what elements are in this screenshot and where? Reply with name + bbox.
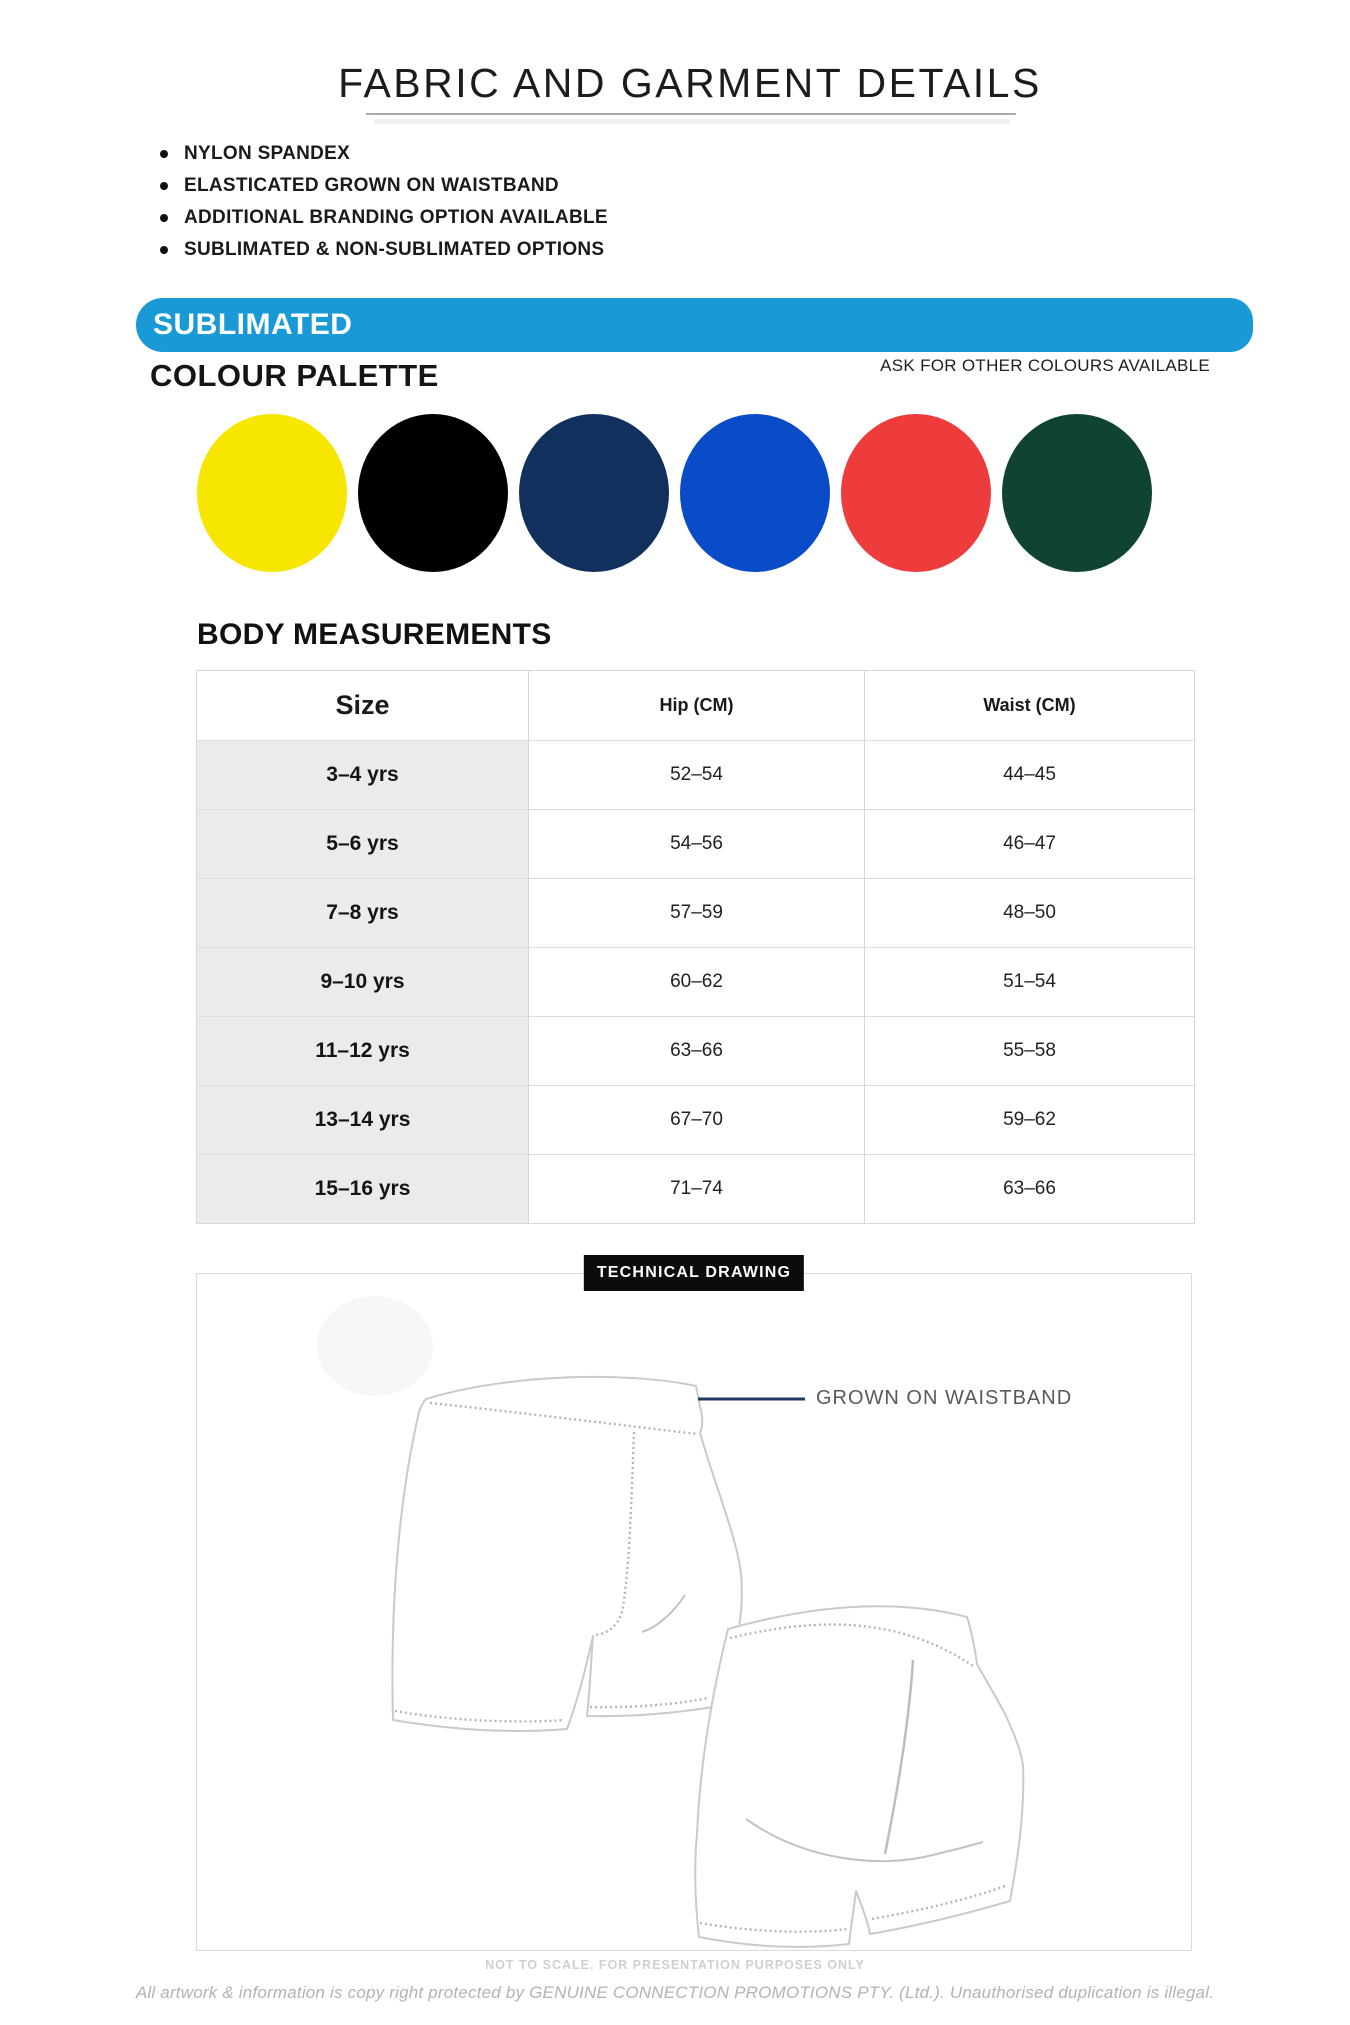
table-cell-size: 5–6 yrs — [197, 809, 529, 878]
technical-drawing-badge: TECHNICAL DRAWING — [584, 1255, 804, 1291]
table-cell-hip: 60–62 — [529, 947, 865, 1016]
table-cell-size: 3–4 yrs — [197, 740, 529, 809]
palette-note: ASK FOR OTHER COLOURS AVAILABLE — [880, 356, 1210, 375]
color-swatch — [841, 414, 991, 572]
bullet-icon — [160, 150, 168, 158]
technical-drawing-panel — [196, 1264, 1192, 1951]
color-swatch — [680, 414, 830, 572]
color-swatch — [197, 414, 347, 572]
table-cell-hip: 71–74 — [529, 1154, 865, 1223]
footer-disclaimer: NOT TO SCALE. FOR PRESENTATION PURPOSES ONLY — [485, 1958, 865, 1972]
table-cell-waist: 48–50 — [865, 878, 1194, 947]
feature-text: ADDITIONAL BRANDING OPTION AVAILABLE — [184, 207, 608, 228]
table-cell-size: 13–14 yrs — [197, 1085, 529, 1154]
column-header-size: Size — [197, 671, 529, 740]
color-swatch — [1002, 414, 1152, 572]
table-cell-waist: 51–54 — [865, 947, 1194, 1016]
column-header-waist: Waist (CM) — [865, 671, 1194, 740]
table-cell-size: 9–10 yrs — [197, 947, 529, 1016]
table-cell-waist: 44–45 — [865, 740, 1194, 809]
color-swatch — [358, 414, 508, 572]
table-cell-hip: 67–70 — [529, 1085, 865, 1154]
table-cell-waist: 46–47 — [865, 809, 1194, 878]
sublimated-banner — [136, 298, 1253, 352]
bullet-icon — [160, 182, 168, 190]
palette-heading: COLOUR PALETTE — [150, 358, 439, 393]
feature-text: NYLON SPANDEX — [184, 143, 351, 164]
feature-list — [160, 138, 608, 266]
waistband-callout-label: GROWN ON WAISTBAND — [816, 1387, 1073, 1409]
title-underline-shadow — [374, 119, 1010, 124]
column-header-hip: Hip (CM) — [529, 671, 865, 740]
color-swatch — [519, 414, 669, 572]
shorts-technical-drawing — [197, 1274, 1191, 1950]
feature-item — [160, 234, 608, 266]
feature-item — [160, 138, 608, 170]
bullet-icon — [160, 214, 168, 222]
feature-text: ELASTICATED GROWN ON WAISTBAND — [184, 175, 559, 196]
footer-copyright: All artwork & information is copy right protected by GENUINE CONNECTION PROMOTIONS PTY. (Ltd.). Unauthorised duplication is illegal. — [135, 1983, 1215, 2002]
table-cell-hip: 52–54 — [529, 740, 865, 809]
table-cell-size: 15–16 yrs — [197, 1154, 529, 1223]
table-cell-size: 7–8 yrs — [197, 878, 529, 947]
feature-item — [160, 202, 608, 234]
feature-text: SUBLIMATED & NON-SUBLIMATED OPTIONS — [184, 239, 605, 260]
feature-item — [160, 170, 608, 202]
table-cell-waist: 63–66 — [865, 1154, 1194, 1223]
colour-palette — [197, 414, 1152, 572]
table-cell-hip: 54–56 — [529, 809, 865, 878]
table-cell-waist: 55–58 — [865, 1016, 1194, 1085]
table-cell-size: 11–12 yrs — [197, 1016, 529, 1085]
measurements-table — [196, 670, 1195, 1224]
shorts-front-view — [392, 1377, 741, 1731]
bullet-icon — [160, 246, 168, 254]
table-cell-hip: 57–59 — [529, 878, 865, 947]
banner-label: SUBLIMATED — [153, 308, 353, 341]
measurements-heading: BODY MEASUREMENTS — [197, 618, 552, 651]
page-title: FABRIC AND GARMENT DETAILS — [338, 60, 1042, 106]
title-underline — [366, 113, 1016, 115]
shorts-back-view — [695, 1606, 1023, 1947]
table-cell-waist: 59–62 — [865, 1085, 1194, 1154]
table-cell-hip: 63–66 — [529, 1016, 865, 1085]
